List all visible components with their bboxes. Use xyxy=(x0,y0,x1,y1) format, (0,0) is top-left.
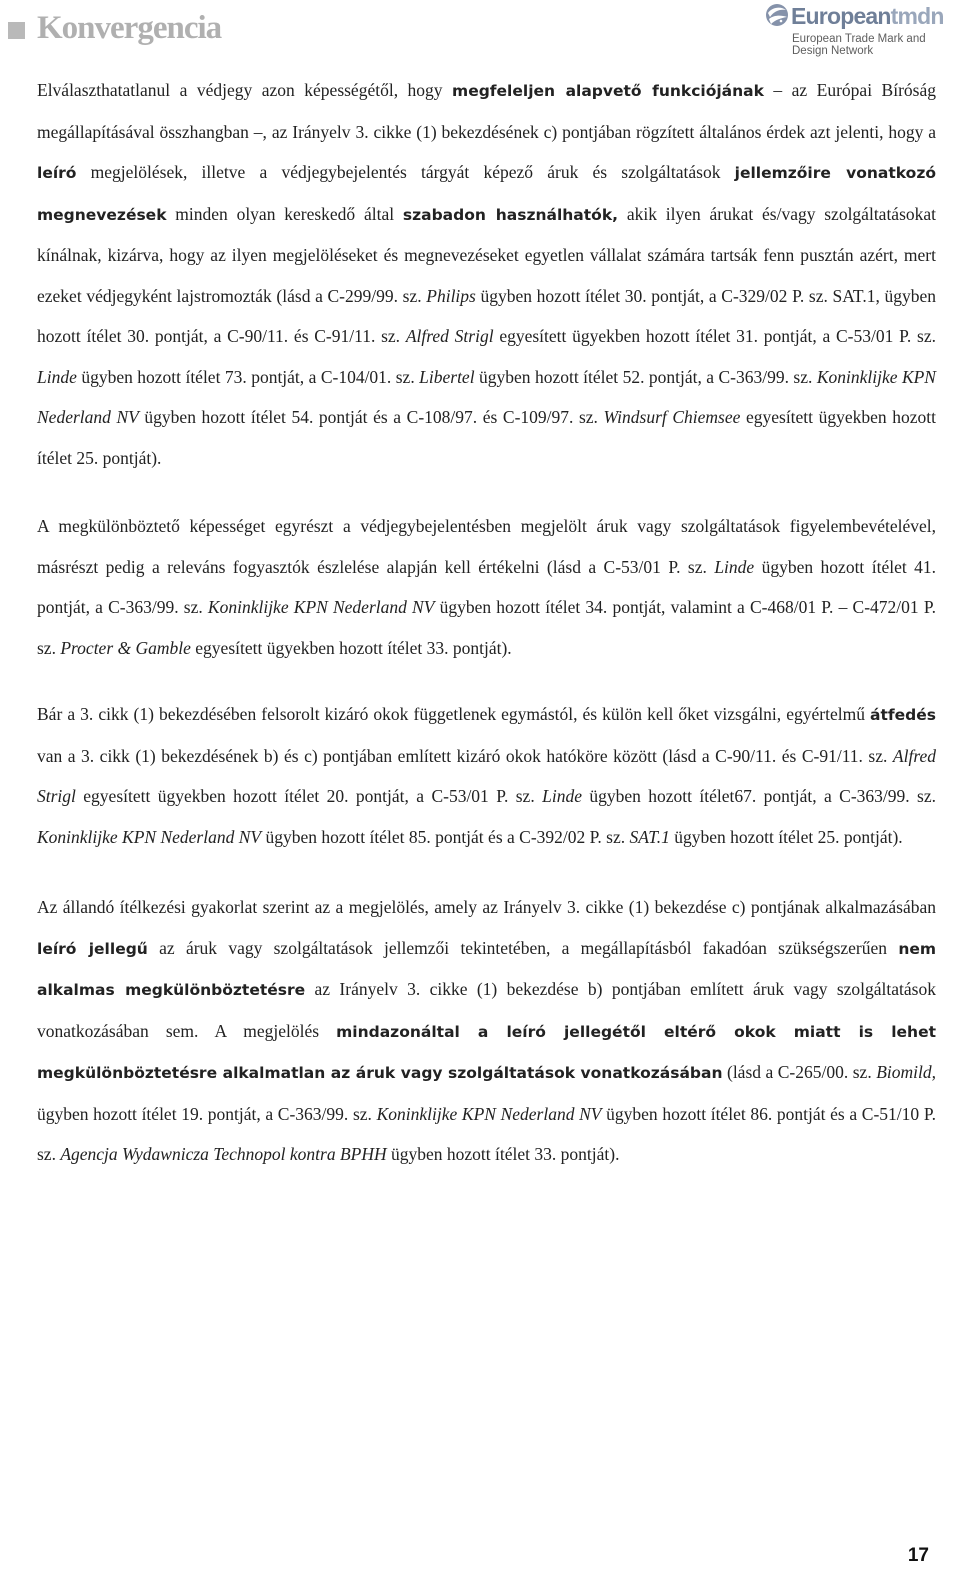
bold-text: mindazonáltal a leíró jellegétől eltérő okok miatt is lehet megkülönböztetésre alkalmatlan az áruk vagy szolgáltatások vonatkozásában xyxy=(37,1022,936,1082)
italic-text: Alfred Strigl xyxy=(405,326,494,346)
text-segment: megjelölések, illetve a védjegybejelentés tárgyát képező áruk és szolgáltatások xyxy=(76,162,735,182)
paragraph xyxy=(37,70,936,478)
bold-text: leíró jellegű xyxy=(37,939,148,958)
logo-wordmark xyxy=(791,3,944,30)
text-segment: ügyben hozott ítélet 34. pontját, valamint a C-468/01 P. – C-472/01 P. sz. xyxy=(37,597,937,658)
paragraph xyxy=(37,506,936,668)
text-segment: egyesített ügyekben hozott ítélet 20. pontját, a C-53/01 P. sz. xyxy=(75,786,543,806)
text-segment: A megkülönböztető képességet egyrészt a védjegybejelentésben megjelölt áruk vagy szolgáltatások figyelembevételével, másrészt pedig a releváns fogyasztók észlelése alapján kell értékelni (lásd a C-53/01 P. sz. xyxy=(37,516,936,577)
text-segment: (lásd a C-265/00. sz. xyxy=(722,1062,877,1082)
globe-swirl-icon xyxy=(763,2,793,32)
italic-text: Koninklijke KPN Nederland NV xyxy=(37,826,262,847)
text-segment: ügyben hozott ítélet 73. pontját, a C-104/01. sz. xyxy=(76,366,420,387)
text-segment: ügyben hozott ítélet 41. pontját, a C-363/99. sz. xyxy=(37,556,936,617)
italic-text: Koninklijke KPN Nederland NV xyxy=(37,366,936,427)
italic-text: Procter & Gamble xyxy=(60,637,191,658)
text-segment: ügyben hozott ítélet 19. pontját, a C-363/99. sz. xyxy=(37,1103,377,1124)
italic-text: Linde xyxy=(714,556,755,577)
logo-subtitle-line-1: European Trade Mark and xyxy=(792,33,926,45)
text-segment: ügyben hozott ítélet 85. pontját és a C-392/02 P. sz. xyxy=(261,826,630,847)
bold-text: szabadon használhatók, xyxy=(402,205,619,224)
text-segment: ügyben hozott ítélet 52. pontját, a C-363/99. sz. xyxy=(474,366,817,387)
text-segment: az Irányelv 3. cikke (1) bekezdése b) pontjában említett áruk vagy szolgáltatások vonatkozásában sem. A megjelölés xyxy=(37,979,936,1041)
italic-text: Linde xyxy=(37,366,77,387)
text-segment: egyesített ügyekben hozott ítélet 33. pontját). xyxy=(190,637,512,658)
bold-text: leíró xyxy=(37,164,77,182)
bold-text: nem alkalmas megkülönböztetésre xyxy=(37,939,937,999)
text-segment: Bár a 3. cikk (1) bekezdésében felsorolt kizáró okok függetlenek egymástól, és külön kell őket vizsgálni, egyértelmű xyxy=(37,704,871,724)
text-segment: van a 3. cikk (1) bekezdésének b) és c) pontjában említett kizáró okok hatóköre között (lásd a C-90/11. és C-91/11. sz. xyxy=(37,745,893,766)
text-segment: minden olyan kereskedő által xyxy=(166,203,403,224)
bold-text: jellemzőire vonatkozó megnevezések xyxy=(37,164,936,224)
italic-text: Linde xyxy=(542,786,582,806)
italic-text: Libertel xyxy=(419,366,475,387)
text-segment: ügyben hozott ítélet 33. pontját). xyxy=(386,1144,620,1164)
italic-text: Biomild, xyxy=(876,1062,936,1082)
italic-text: Windsurf Chiemsee xyxy=(603,407,741,427)
italic-text: Agencja Wydawnicza Technopol kontra BPHH xyxy=(60,1144,387,1164)
text-segment: Elválaszthatatlanul a védjegy azon képességétől, hogy xyxy=(37,80,453,100)
text-segment: – az Európai Bíróság megállapításával összhangban –, az Irányelv 3. cikke (1) bekezdésének c) pontjában rögzített általános érdek azt jelenti, hogy a xyxy=(37,80,936,142)
italic-text: Alfred Strigl xyxy=(37,745,936,806)
italic-text: SAT.1 xyxy=(629,826,670,847)
text-segment: ügyben hozott ítélet 25. pontját). xyxy=(669,826,903,847)
bold-text: átfedés xyxy=(870,706,936,724)
logo-subtitle-line-2: Design Network xyxy=(792,45,874,57)
text-segment: akik ilyen árukat és/vagy szolgáltatásokat kínálnak, kizárva, hogy az ilyen megjelöléseket és megnevezéseket egyetlen vállalat számára tartsák fenn pusztán azért, mert ezeket védjegyként lajstromozták (lásd a C-299/99. sz. xyxy=(37,203,937,306)
document-body xyxy=(37,70,936,1175)
logo-wordmark-main: European xyxy=(791,3,891,29)
text-segment: ügyben hozott ítélet 54. pontját és a C-108/97. és C-109/97. sz. xyxy=(138,407,604,427)
text-segment: egyesített ügyekben hozott ítélet 25. pontját). xyxy=(37,407,936,468)
text-segment: egyesített ügyekben hozott ítélet 31. pontját, a C-53/01 P. sz. xyxy=(493,326,936,346)
italic-text: Koninklijke KPN Nederland NV xyxy=(376,1103,602,1124)
text-segment: Az állandó ítélkezési gyakorlat szerint az a megjelölés, amely az Irányelv 3. cikke (1) bekezdése c) pontjának alkalmazásában xyxy=(37,897,936,917)
page-number: 17 xyxy=(907,1545,929,1566)
text-segment: ügyben hozott ítélet 30. pontját, a C-329/02 P. sz. SAT.1, ügyben hozott ítélet 30. pontját, a C-90/11. és C-91/11. sz. xyxy=(37,285,936,346)
bold-text: megfeleljen alapvető funkciójának xyxy=(452,82,764,100)
italic-text: Koninklijke KPN Nederland NV xyxy=(207,597,435,617)
italic-text: Philips xyxy=(426,285,476,306)
paragraph xyxy=(37,887,936,1175)
section-title: Konvergencia xyxy=(37,10,222,46)
header-square-marker xyxy=(8,22,25,39)
logo-subtitle xyxy=(792,33,926,57)
logo-wordmark-tail: tmdn xyxy=(890,3,944,29)
paragraph xyxy=(37,694,936,857)
text-segment: ügyben hozott ítélet67. pontját, a C-363/99. sz. xyxy=(581,786,936,806)
european-tmdn-logo xyxy=(763,2,955,60)
text-segment: az áruk vagy szolgáltatások jellemzői tekintetében, a megállapításból fakadóan szükségszerűen xyxy=(147,937,899,958)
page-header xyxy=(0,0,960,62)
text-segment: ügyben hozott ítélet 86. pontját és a C-51/10 P. sz. xyxy=(37,1103,936,1164)
